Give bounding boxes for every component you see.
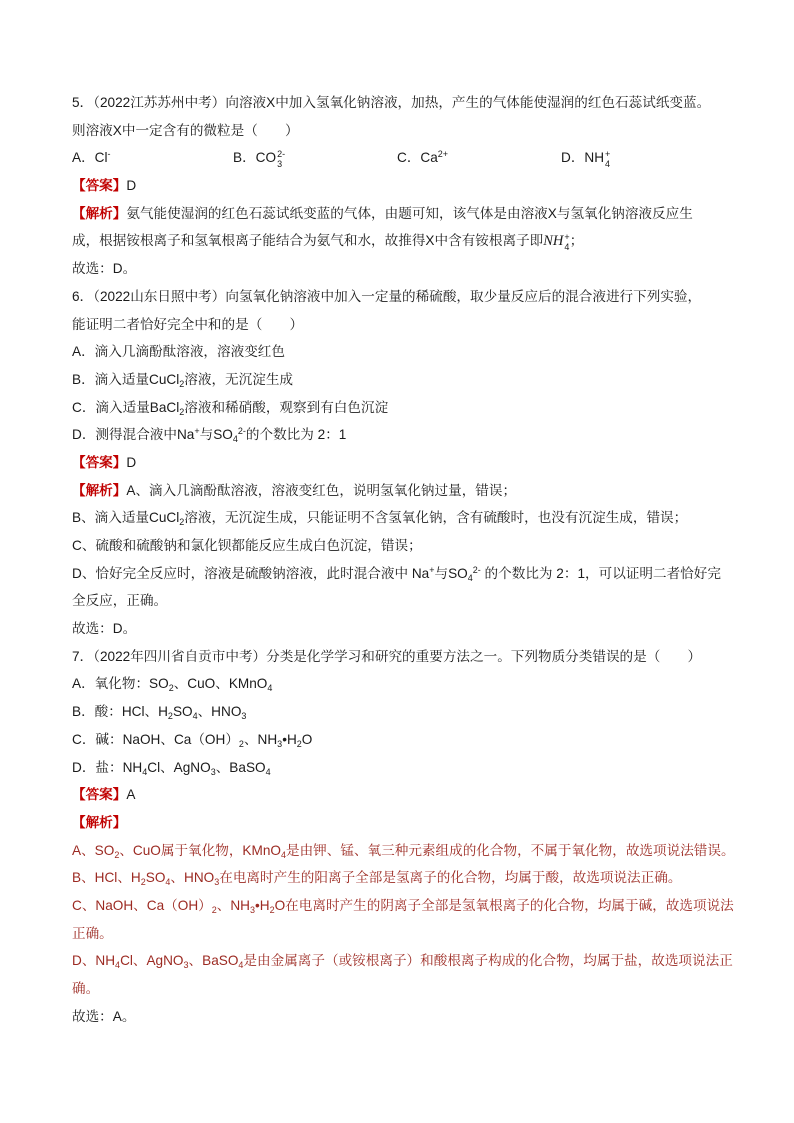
option-item [397,144,561,172]
subscript: 2 [211,904,217,915]
text-run: 成，根据铵根离子和氢氧根离子能结合为氨气和水，故推得X中含有铵根离子即 [72,233,544,249]
option-line [72,421,752,449]
text-run: 的个数比为 2：1，可以证明二者恰好完 [480,565,721,581]
answer-line [72,781,752,809]
text-run: 溶液，无沉淀生成，只能证明不含氢氧化钠，含有硫酸时，也没有沉淀生成，错误； [184,510,688,526]
subscript: 4 [467,572,473,583]
text-run: A、SO [72,842,115,858]
section-label: 【解析】 [72,482,127,498]
subscript: 4 [265,766,271,777]
subscript: 2 [238,738,244,749]
question-stem-line [72,89,752,117]
section-label: 【解析】 [72,814,127,830]
text-run: D．NH [561,150,605,166]
question-stem-line [72,283,752,311]
subscript: 3 [241,711,247,722]
superscript: 2- [237,426,246,437]
text-run: C．滴入适量BaCl [72,399,180,415]
text-run: SO [172,704,193,720]
option-line [72,754,752,782]
text-run: B、滴入适量CuCl [72,510,180,526]
subscript: 2 [167,711,173,722]
text-run: D、NH [72,953,116,969]
text-run: D [126,178,137,194]
subscript: 2 [296,738,302,749]
analysis-line [72,200,752,228]
section-label: 【答案】 [72,178,127,194]
option-line [72,338,752,366]
question-stem-line [72,643,752,671]
option-line [72,366,752,394]
text-run: 与SO [434,565,468,581]
text-run: 确。 [72,981,100,996]
subscript: 4 [142,766,148,777]
text-run: 的个数比为 2：1 [245,427,347,443]
subscript: 2 [168,683,174,694]
text-run: 与SO [199,427,233,443]
text-run: B．酸：HCl、H [72,704,168,720]
analysis-line [72,504,752,532]
text-run: •H [255,897,270,913]
question-stem-line [72,311,752,339]
question-stem-line [72,117,752,145]
question-block-2 [72,283,752,643]
subscript: 2 [269,904,275,915]
text-run: 全反应，正确。 [72,593,168,609]
text-run: 、HNO [170,870,215,886]
option-line [72,670,752,698]
subscript: 4 [115,960,121,971]
text-run: C．Ca [397,150,438,166]
option-item [233,144,397,172]
option-item [561,144,752,172]
text-run: D、恰好完全反应时，溶液是硫酸钠溶液，此时混合液中 Na [72,565,430,581]
document-body [72,89,752,1030]
subscript: 3 [277,159,283,170]
analysis-line [72,477,752,505]
text-run: 氨气能使湿润的红色石蕊试纸变蓝的气体，由题可知，该气体是由溶液X与氢氧化钠溶液反应生 [126,205,693,221]
text-run: 故选：D。 [72,621,137,637]
text-run: 、NH [243,731,278,747]
choose-line [72,1003,752,1031]
text-run: 故选：A。 [72,1008,136,1024]
text-run: 、BaSO [215,759,266,775]
subscript: 3 [277,738,283,749]
analysis-line [72,892,752,920]
subscript: 4 [280,849,286,860]
subscript: 4 [165,877,171,888]
subscript: 3 [214,877,220,888]
text-run: B．CO [233,150,277,166]
superscript: 2- [472,564,481,575]
text-run: A [126,787,136,803]
subscript: 4 [605,159,611,170]
question-block-1 [72,89,752,283]
subscript: 2 [114,849,120,860]
text-run: D．盐：NH [72,759,143,775]
option-line [72,698,752,726]
superscript: + [429,564,435,575]
text-run: 溶液和稀硝酸，观察到有白色沉淀 [184,399,389,415]
option-item [72,144,233,172]
analysis-line [72,587,752,615]
analysis-line [72,809,752,837]
option-line [72,394,752,422]
section-label: 【答案】 [72,454,127,470]
subscript: 4 [267,683,273,694]
subscript: 4 [238,960,244,971]
superscript: + [605,149,611,160]
text-run: 、BaSO [188,953,239,969]
text-run: 溶液，无沉淀生成 [184,371,294,387]
superscript: + [564,232,570,243]
text-run: A、滴入几滴酚酞溶液，溶液变红色，说明氢氧化钠过量，错误； [126,482,517,498]
text-run: •H [282,731,297,747]
text-run: 能证明二者恰好完全中和的是（ ） [72,316,304,332]
choose-line [72,615,752,643]
text-run: D．测得混合液中Na [72,427,195,443]
subscript: 4 [564,242,570,253]
answer-line [72,172,752,200]
text-run: C．碱：NaOH、Ca（OH） [72,731,239,747]
analysis-line [72,227,752,255]
superscript: 2- [277,149,286,160]
text-run: SO [145,870,166,886]
superscript: + [194,426,200,437]
text-run: 在电离时产生的阳离子全部是氢离子的化合物，均属于酸，故选项说法正确。 [219,870,682,886]
text-run: 是由钾、锰、氧三种元素组成的化合物，不属于氧化物，故选项说法错误。 [285,842,735,858]
analysis-line [72,920,752,948]
text-run: A．Cl [72,150,108,166]
answer-line [72,449,752,477]
text-run: ； [569,233,584,249]
question-block-3 [72,643,752,1031]
text-run: Cl、AgNO [147,759,211,775]
stacked-script [277,149,285,169]
text-run: O [301,731,313,747]
analysis-line [72,864,752,892]
text-run: 故选：D。 [72,261,137,277]
formula-italic: NH [543,233,564,250]
text-run: A．氧化物：SO [72,676,169,692]
text-run: Cl、AgNO [120,953,184,969]
text-run: O在电离时产生的阴离子全部是氢氧根离子的化合物，均属于碱，故选项说法 [274,897,734,913]
text-run: 、CuO、KMnO [173,676,268,692]
stacked-script [605,149,610,169]
choose-line [72,255,752,283]
text-run: 、CuO属于氧化物，KMnO [119,842,281,858]
analysis-line [72,975,752,1003]
subscript: 2 [179,517,185,528]
subscript: 3 [249,904,255,915]
superscript: - [107,149,111,160]
section-label: 【答案】 [72,787,127,803]
text-run: C、硫酸和硫酸钠和氯化钡都能反应生成白色沉淀，错误； [72,538,422,553]
subscript: 4 [192,711,198,722]
superscript: 2+ [437,149,449,160]
text-run: 7．（2022年四川省自贡市中考）分类是化学学习和研究的重要方法之一。下列物质分类错误的是（ ） [72,648,702,664]
section-label: 【解析】 [72,205,127,221]
subscript: 3 [210,766,216,777]
text-run: B．滴入适量CuCl [72,371,180,387]
analysis-line [72,560,752,588]
analysis-line [72,837,752,865]
text-run: C、NaOH、Ca（OH） [72,897,212,913]
text-run: D [126,454,137,470]
analysis-line [72,532,752,560]
text-run: B、HCl、H [72,870,141,886]
text-run: A．滴入几滴酚酞溶液，溶液变红色 [72,344,285,360]
text-run: 、NH [216,897,250,913]
text-run: 5．（2022江苏苏州中考）向溶液X中加入氢氧化钠溶液，加热，产生的气体能使湿润的红色石蕊试纸变蓝。 [72,95,711,110]
subscript: 2 [179,378,185,389]
option-line [72,726,752,754]
options-row [72,144,752,172]
text-run: 、HNO [197,704,242,720]
analysis-line [72,947,752,975]
text-run: 则溶液X中一定含有的微粒是（ ） [72,122,299,138]
text-run: 6．（2022山东日照中考）向氢氧化钠溶液中加入一定量的稀硫酸，取少量反应后的混合液进行下列实验， [72,288,702,304]
subscript: 2 [140,877,146,888]
text-run: 是由金属离子（或铵根离子）和酸根离子构成的化合物，均属于盐，故选项说法正 [243,953,733,969]
subscript: 2 [179,406,185,417]
subscript: 4 [232,434,238,445]
text-run: 正确。 [72,925,113,941]
subscript: 3 [183,960,189,971]
